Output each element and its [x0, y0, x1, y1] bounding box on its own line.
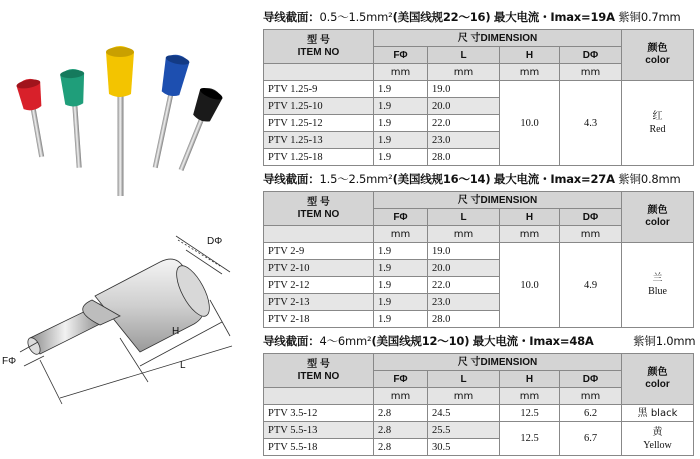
terminals-photo	[16, 46, 225, 196]
copper-thickness: 紫铜1.0mm	[633, 334, 696, 348]
yellow-terminal	[106, 46, 134, 196]
table-row: PTV 1.25-13 1.9 23.0	[264, 132, 694, 149]
unit: mm	[374, 226, 428, 243]
dimension-drawing	[20, 236, 232, 404]
unit: mm	[560, 388, 622, 405]
col-d: DΦ	[560, 209, 622, 226]
red-terminal	[16, 77, 53, 159]
unit-blank	[264, 64, 374, 81]
unit: mm	[428, 226, 500, 243]
awg-range: (美国线规12～10)	[371, 334, 470, 348]
section-header	[263, 6, 695, 29]
h-value: 12.5	[500, 422, 560, 456]
spec-table	[263, 353, 694, 456]
dimension-header: 尺 寸DIMENSION	[374, 30, 622, 47]
max-current: 最大电流・Imax=27A	[493, 172, 615, 186]
d-value: 6.7	[560, 422, 622, 456]
h-value: 10.0	[500, 243, 560, 328]
green-terminal	[60, 68, 91, 168]
model-header: 型 号 ITEM NO	[264, 30, 374, 64]
model-header: 型 号 ITEM NO	[264, 354, 374, 388]
label-f: FΦ	[2, 356, 17, 367]
col-d: DΦ	[560, 371, 622, 388]
col-l: L	[428, 209, 500, 226]
d-value: 6.2	[560, 405, 622, 422]
label-l: L	[180, 360, 186, 371]
model-header: 型 号 ITEM NO	[264, 192, 374, 226]
product-illustrations	[0, 0, 262, 455]
color-header: 颜色 color	[622, 192, 694, 243]
col-d: DΦ	[560, 47, 622, 64]
awg-range: (美国线规16～14)	[392, 172, 491, 186]
label-h: H	[172, 326, 180, 337]
spec-table	[263, 29, 694, 166]
unit: mm	[500, 64, 560, 81]
copper-thickness: 紫铜0.7mm	[618, 10, 681, 24]
table-row: PTV 1.25-18 1.9 28.0	[264, 149, 694, 166]
unit: mm	[560, 64, 622, 81]
h-value: 12.5	[500, 405, 560, 422]
col-f: FΦ	[374, 47, 428, 64]
unit: mm	[500, 388, 560, 405]
table-row: PTV 3.5-12 2.8 24.5 12.5 6.2 黑 black	[264, 405, 694, 422]
unit: mm	[500, 226, 560, 243]
unit-blank	[264, 226, 374, 243]
table-row: PTV 2-12 1.9 22.0	[264, 277, 694, 294]
col-l: L	[428, 47, 500, 64]
table-row: PTV 2-10 1.9 20.0	[264, 260, 694, 277]
table-row: PTV 5.5-13 2.8 25.5 12.5 6.7 黄 Yellow	[264, 422, 694, 439]
color-cell: 兰 Blue	[622, 243, 694, 328]
col-h: H	[500, 209, 560, 226]
spec-tables	[263, 6, 695, 458]
table-row: PTV 1.25-10 1.9 20.0	[264, 98, 694, 115]
product-figures	[0, 0, 262, 455]
section-header	[263, 330, 695, 353]
table-row: PTV 1.25-9 1.9 19.0 10.0 4.3 红 Red	[264, 81, 694, 98]
d-value: 4.9	[560, 243, 622, 328]
table-row: PTV 5.5-18 2.8 30.5	[264, 439, 694, 456]
unit: mm	[374, 388, 428, 405]
copper-thickness: 紫铜0.8mm	[618, 172, 681, 186]
header-label: 导线截面：	[263, 10, 320, 24]
wire-range: 0.5～1.5mm²	[319, 10, 393, 24]
col-f: FΦ	[374, 209, 428, 226]
max-current: 最大电流・Imax=19A	[493, 10, 615, 24]
awg-range: (美国线规22～16)	[392, 10, 491, 24]
unit: mm	[428, 64, 500, 81]
table-row: PTV 2-9 1.9 19.0 10.0 4.9 兰 Blue	[264, 243, 694, 260]
spec-table	[263, 191, 694, 328]
table-row: PTV 1.25-12 1.9 22.0	[264, 115, 694, 132]
color-cell: 黄 Yellow	[622, 422, 694, 456]
unit: mm	[374, 64, 428, 81]
dimension-header: 尺 寸DIMENSION	[374, 354, 622, 371]
wire-range: 4～6mm²	[319, 334, 372, 348]
col-f: FΦ	[374, 371, 428, 388]
section-header	[263, 168, 695, 191]
label-d: DΦ	[207, 236, 223, 247]
col-l: L	[428, 371, 500, 388]
max-current: 最大电流・Imax=48A	[472, 334, 594, 348]
color-header: 颜色 color	[622, 30, 694, 81]
unit: mm	[428, 388, 500, 405]
col-h: H	[500, 371, 560, 388]
header-label: 导线截面：	[263, 334, 320, 348]
dimension-header: 尺 寸DIMENSION	[374, 192, 622, 209]
table-row: PTV 2-13 1.9 23.0	[264, 294, 694, 311]
color-header: 颜色 color	[622, 354, 694, 405]
h-value: 10.0	[500, 81, 560, 166]
d-value: 4.3	[560, 81, 622, 166]
color-cell: 黑 black	[622, 405, 694, 422]
blue-terminal	[143, 53, 190, 170]
table-row: PTV 2-18 1.9 28.0	[264, 311, 694, 328]
color-cell: 红 Red	[622, 81, 694, 166]
col-h: H	[500, 47, 560, 64]
header-label: 导线截面：	[263, 172, 320, 186]
wire-range: 1.5～2.5mm²	[319, 172, 393, 186]
unit: mm	[560, 226, 622, 243]
black-terminal	[169, 85, 224, 175]
unit-blank	[264, 388, 374, 405]
